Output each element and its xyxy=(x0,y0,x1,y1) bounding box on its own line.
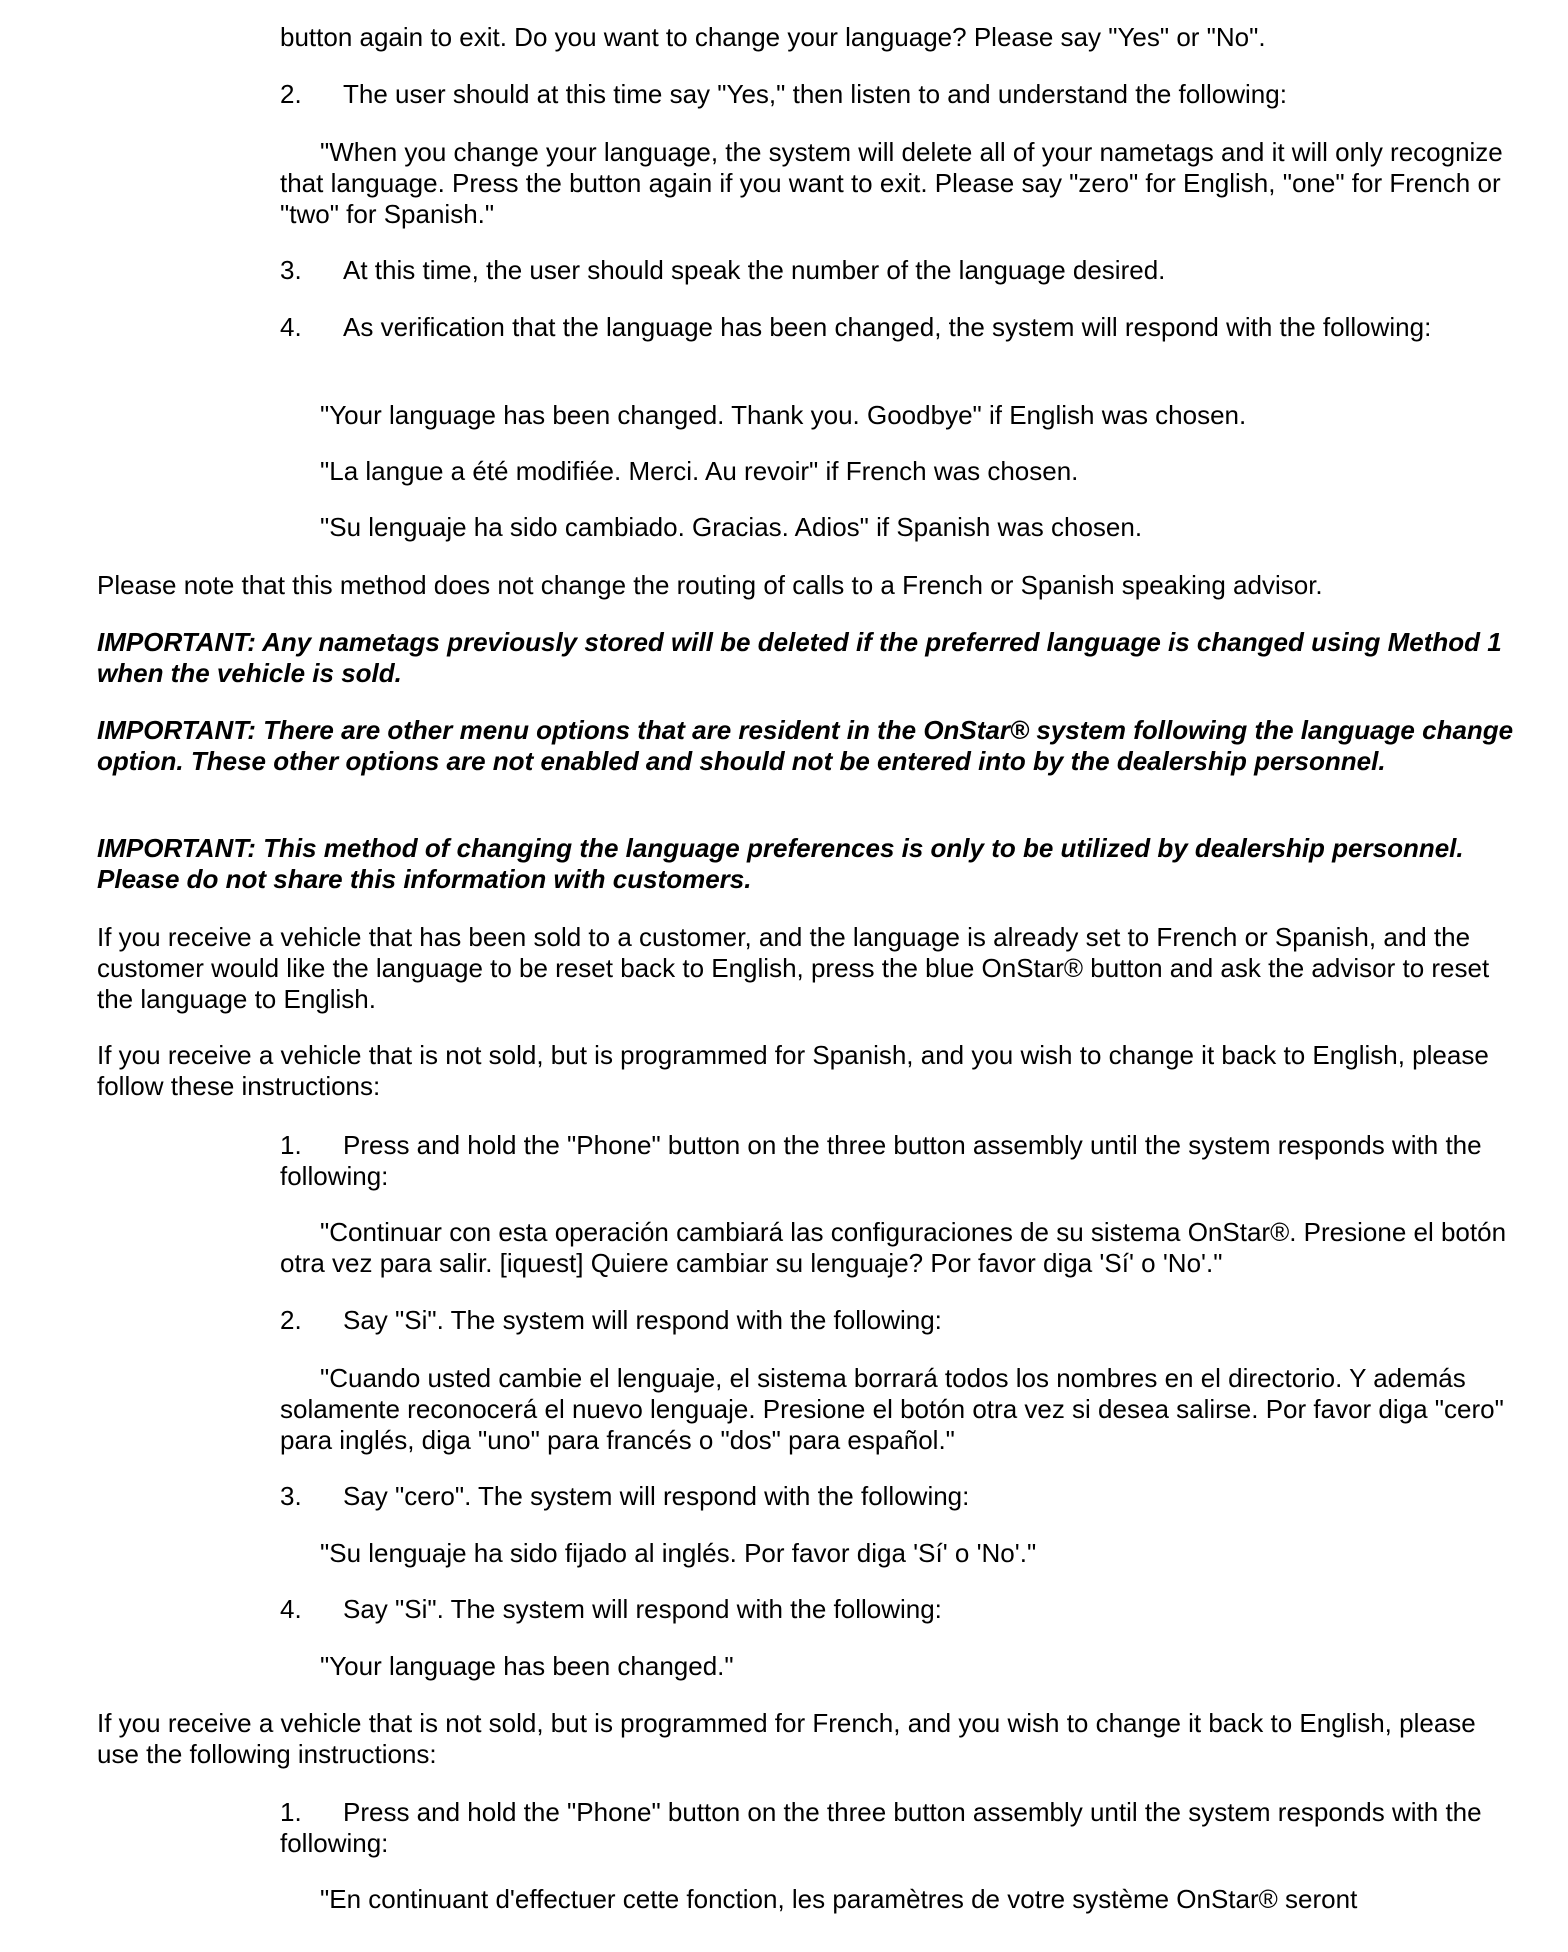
quote-spanish-response: "Su lenguaje ha sido cambiado. Gracias. Adios" if Spanish was chosen. xyxy=(320,512,1143,542)
step-number: 3. xyxy=(280,255,302,285)
spanish-step-1 xyxy=(280,1130,1520,1192)
step-text: Say "cero". The system will respond with the following: xyxy=(343,1481,970,1511)
important-nametags: IMPORTANT: Any nametags previously stored will be deleted if the preferred language is changed using Method 1 when the vehicle is sold. xyxy=(97,627,1502,688)
step-text: As verification that the language has been changed, the system will respond with the following: xyxy=(343,312,1432,342)
french-step-1 xyxy=(280,1797,1520,1859)
note-routing: Please note that this method does not change the routing of calls to a French or Spanish speaking advisor. xyxy=(97,570,1323,600)
quote-spanish-prompt: "Continuar con esta operación cambiará las configuraciones de su sistema OnStar®. Presione el botón otra vez para salir. [iquest] Quiere cambiar su lenguaje? Por favor diga 'Sí' o 'No'." xyxy=(280,1217,1507,1278)
step-text: At this time, the user should speak the number of the language desired. xyxy=(343,255,1166,285)
step-text: Press and hold the "Phone" button on the three button assembly until the system responds with the following: xyxy=(280,1130,1482,1191)
important-menu-options: IMPORTANT: There are other menu options that are resident in the OnStar® system following the language change option. These other options are not enabled and should not be entered into by the dealership personnel. xyxy=(97,715,1514,776)
paragraph-french-intro: If you receive a vehicle that is not sold, but is programmed for French, and you wish to change it back to English, please use the following instructions: xyxy=(97,1708,1476,1769)
spanish-step-3 xyxy=(280,1481,1520,1512)
step-number: 3. xyxy=(280,1481,302,1511)
step-text: Say "Si". The system will respond with the following: xyxy=(343,1594,942,1624)
spanish-step-4 xyxy=(280,1594,1520,1625)
quote-language-change-warning: "When you change your language, the system will delete all of your nametags and it will only recognize that language. Press the button again if you want to exit. Please say "zero" for English, "one" for French or "two" for Spanish." xyxy=(280,137,1503,229)
quote-english-response: "Your language has been changed. Thank you. Goodbye" if English was chosen. xyxy=(320,400,1247,430)
step-text: The user should at this time say "Yes," then listen to and understand the following: xyxy=(343,79,1287,109)
step-text: Press and hold the "Phone" button on the three button assembly until the system responds with the following: xyxy=(280,1797,1482,1858)
step-number: 2. xyxy=(280,1305,302,1335)
step-3-speak-number xyxy=(280,255,1520,286)
step-number: 1. xyxy=(280,1797,302,1827)
step-2-user-says-yes xyxy=(280,79,1520,110)
step-4-verification xyxy=(280,312,1520,343)
step-number: 4. xyxy=(280,312,302,342)
quote-spanish-warning: "Cuando usted cambie el lenguaje, el sistema borrará todos los nombres en el directorio. Y además solamente reconocerá el nuevo lenguaje. Presione el botón otra vez si desea salirse. Por favor diga "cero" para inglés, diga "uno" para francés o "dos" para español." xyxy=(280,1363,1504,1455)
quote-spanish-confirm: "Su lenguaje ha sido fijado al inglés. Por favor diga 'Sí' o 'No'." xyxy=(320,1538,1037,1568)
quote-french-prompt: "En continuant d'effectuer cette fonction, les paramètres de votre système OnStar® seront xyxy=(320,1884,1358,1914)
paragraph-continuation: button again to exit. Do you want to change your language? Please say "Yes" or "No". xyxy=(280,22,1266,52)
step-number: 2. xyxy=(280,79,302,109)
step-number: 4. xyxy=(280,1594,302,1624)
step-number: 1. xyxy=(280,1130,302,1160)
spanish-step-2 xyxy=(280,1305,1520,1336)
quote-french-response: "La langue a été modifiée. Merci. Au revoir" if French was chosen. xyxy=(320,456,1079,486)
paragraph-sold-vehicle: If you receive a vehicle that has been sold to a customer, and the language is already set to French or Spanish, and the customer would like the language to be reset back to English, press the blue OnStar® button and ask the advisor to reset the language to English. xyxy=(97,922,1490,1014)
important-dealer-only: IMPORTANT: This method of changing the language preferences is only to be utilized by dealership personnel. Please do not share this information with customers. xyxy=(97,833,1464,894)
quote-language-changed: "Your language has been changed." xyxy=(320,1651,734,1681)
paragraph-spanish-intro: If you receive a vehicle that is not sold, but is programmed for Spanish, and you wish to change it back to English, please follow these instructions: xyxy=(97,1040,1489,1101)
step-text: Say "Si". The system will respond with the following: xyxy=(343,1305,942,1335)
